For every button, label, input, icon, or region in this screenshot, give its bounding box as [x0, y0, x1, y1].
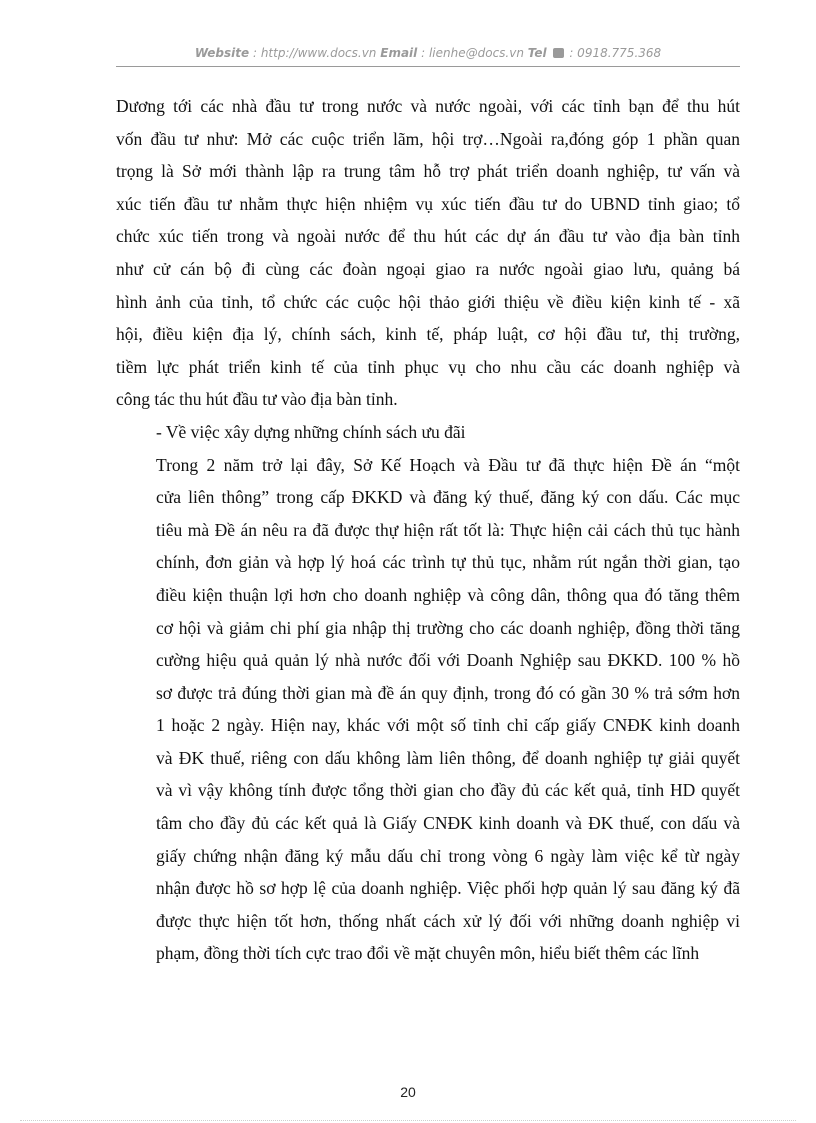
text-line: tâm cho đầy đủ các kết quả là Giấy CNĐK kinh doanh và ĐK thuế, con dấu và [156, 813, 740, 834]
page-bottom-divider [20, 1120, 796, 1121]
text-line: giấy chứng nhận đăng ký mẫu dấu chỉ trong vòng 6 ngày làm việc kể từ ngày [156, 845, 740, 866]
website-value: : http://www.docs.vn [252, 46, 377, 60]
text-line: công tác thu hút đầu tư vào địa bàn tỉnh. [116, 389, 398, 410]
email-value: : lienhe@docs.vn [421, 46, 524, 60]
text-line: nhận được hồ sơ hợp lệ của doanh nghiệp. Việc phối hợp quản lý sau đăng ký đã [156, 878, 740, 899]
header-divider [116, 66, 740, 67]
page-number: 20 [400, 1084, 416, 1100]
text-line: hội, điều kiện địa lý, chính sách, kinh tế, pháp luật, cơ hội đầu tư, thị trường, [116, 324, 740, 345]
document-body [116, 90, 740, 970]
email-label: Email [380, 46, 418, 60]
tel-label: Tel [527, 46, 547, 60]
website-label: Website [194, 46, 250, 60]
text-line: tiềm lực phát triển kinh tế của tỉnh phục vụ cho nhu cầu các doanh nghiệp và [116, 356, 740, 377]
page-header [116, 46, 740, 60]
text-line: cơ hội và giảm chi phí gia nhập thị trường cho các doanh nghiệp, đồng thời tăng [156, 617, 740, 638]
text-line: cửa liên thông” trong cấp ĐKKD và đăng ký thuế, đăng ký con dấu. Các mục [156, 487, 740, 508]
phone-icon [553, 48, 564, 58]
text-line: cường hiệu quả quản lý nhà nước đối với Doanh Nghiệp sau ĐKKD. 100 % hồ [156, 650, 740, 671]
text-line: hình ảnh của tỉnh, tổ chức các cuộc hội thảo giới thiệu về điều kiện kinh tế - xã [116, 291, 740, 312]
text-line: phạm, đồng thời tích cực trao đổi về mặt chuyên môn, hiểu biết thêm các lĩnh [156, 943, 700, 964]
tel-value: : 0918.775.368 [569, 46, 662, 60]
text-line: được thực hiện tốt hơn, thống nhất cách xử lý đối với những doanh nghiệp vi [156, 910, 740, 931]
section-heading: - Về việc xây dựng những chính sách ưu đãi [156, 421, 466, 442]
text-line: Trong 2 năm trở lại đây, Sở Kế Hoạch và Đầu tư đã thực hiện Đề án “một [156, 454, 740, 475]
text-line: sơ được trả đúng thời gian mà đề án quy định, trong đó có gần 30 % trả sớm hơn [156, 682, 740, 703]
text-line: và vì vậy không tính được tổng thời gian cho đầy đủ các kết quả, tỉnh HD quyết [156, 780, 740, 801]
text-line: trọng là Sở mới thành lập ra trung tâm hỗ trợ phát triển doanh nghiệp, tư vấn và [116, 161, 740, 182]
text-line: Dương tới các nhà đầu tư trong nước và nước ngoài, với các tỉnh bạn để thu hút [116, 96, 740, 116]
paragraph-2 [116, 449, 740, 971]
text-line: vốn đầu tư như: Mở các cuộc triển lãm, hội trợ…Ngoài ra,đóng góp 1 phần quan [116, 128, 740, 149]
text-line: và ĐK thuế, riêng con dấu không làm liên thông, để doanh nghiệp tự giải quyết [156, 747, 740, 768]
text-line: xúc tiến đầu tư nhằm thực hiện nhiệm vụ xúc tiến đầu tư do UBND tỉnh giao; tổ [116, 193, 740, 214]
text-line: như cử cán bộ đi cùng các đoàn ngoại giao ra nước ngoài giao lưu, quảng bá [116, 258, 740, 279]
text-line: chính, đơn giản và hợp lý hoá các trình tự thủ tục, nhằm rút ngắn thời gian, tạo [156, 552, 740, 573]
text-line: tiêu mà Đề án nêu ra đã được thự hiện rất tốt là: Thực hiện cải cách thủ tục hành [156, 519, 740, 540]
text-line: 1 hoặc 2 ngày. Hiện nay, khác với một số tỉnh chỉ cấp giấy CNĐK kinh doanh [156, 715, 740, 736]
paragraph-1 [116, 90, 740, 416]
text-line: chức xúc tiến trong và ngoài nước để thu hút các dự án đầu tư vào địa bàn tỉnh [116, 226, 740, 247]
text-line: điều kiện thuận lợi hơn cho doanh nghiệp và công dân, thông qua đó tăng thêm [156, 584, 740, 605]
